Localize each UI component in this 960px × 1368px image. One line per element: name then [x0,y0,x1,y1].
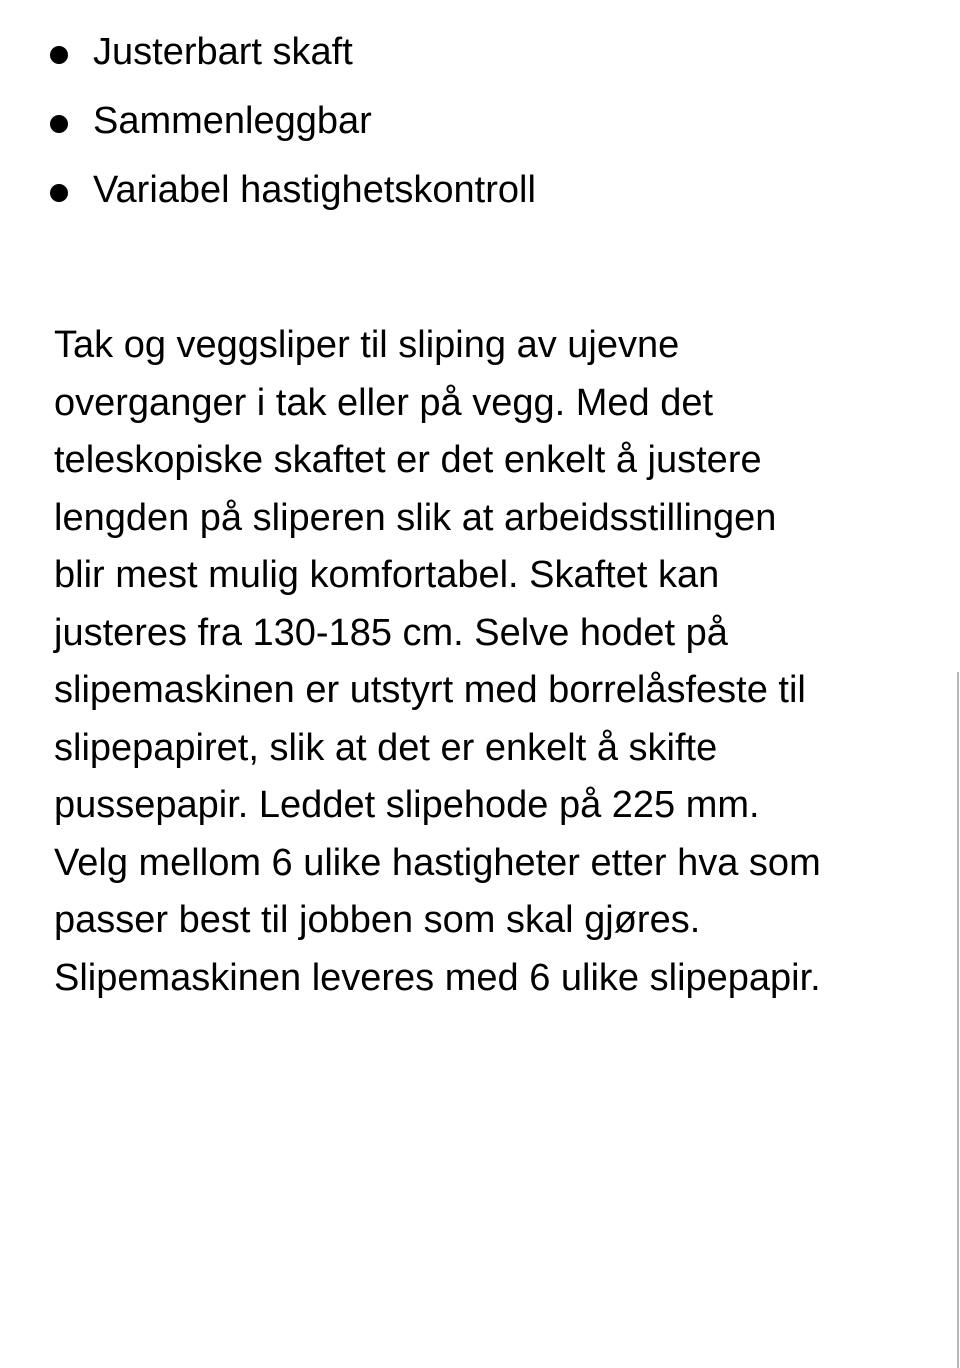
description-line: justeres fra 130-185 cm. Selve hodet på [54,611,728,654]
feature-text: Justerbart skaft [93,31,353,73]
description-line: overganger i tak eller på vegg. Med det [54,381,714,424]
bullet-icon [50,115,68,133]
list-item [0,160,940,229]
description-line: slipemaskinen er utstyrt med borrelåsfeste til [54,669,806,711]
description-line: teleskopiske skaftet er det enkelt å justere [54,439,762,481]
description-line: pussepapir. Leddet slipehode på 225 mm. [54,784,760,826]
list-item [0,22,940,91]
description-line: Tak og veggsliper til sliping av ujevne [54,324,680,366]
description-line: slipepapiret, slik at det er enkelt å skifte [54,726,718,769]
description-line: blir mest mulig komfortabel. Skaftet kan [54,554,720,596]
bullet-icon [50,46,68,64]
feature-list [0,22,940,229]
feature-text: Sammenleggbar [93,100,372,142]
bullet-icon [50,184,68,202]
description-line: Slipemaskinen leveres med 6 ulike slipepapir. [54,956,821,999]
scrollbar[interactable] [957,672,959,1368]
description-line: lengden på sliperen slik at arbeidsstillingen [54,496,777,539]
description-line: Velg mellom 6 ulike hastigheter etter hva som [54,841,821,884]
feature-text: Variabel hastighetskontroll [93,169,536,211]
description-line: passer best til jobben som skal gjøres. [54,899,701,941]
product-description [54,317,944,1007]
list-item [0,91,940,160]
